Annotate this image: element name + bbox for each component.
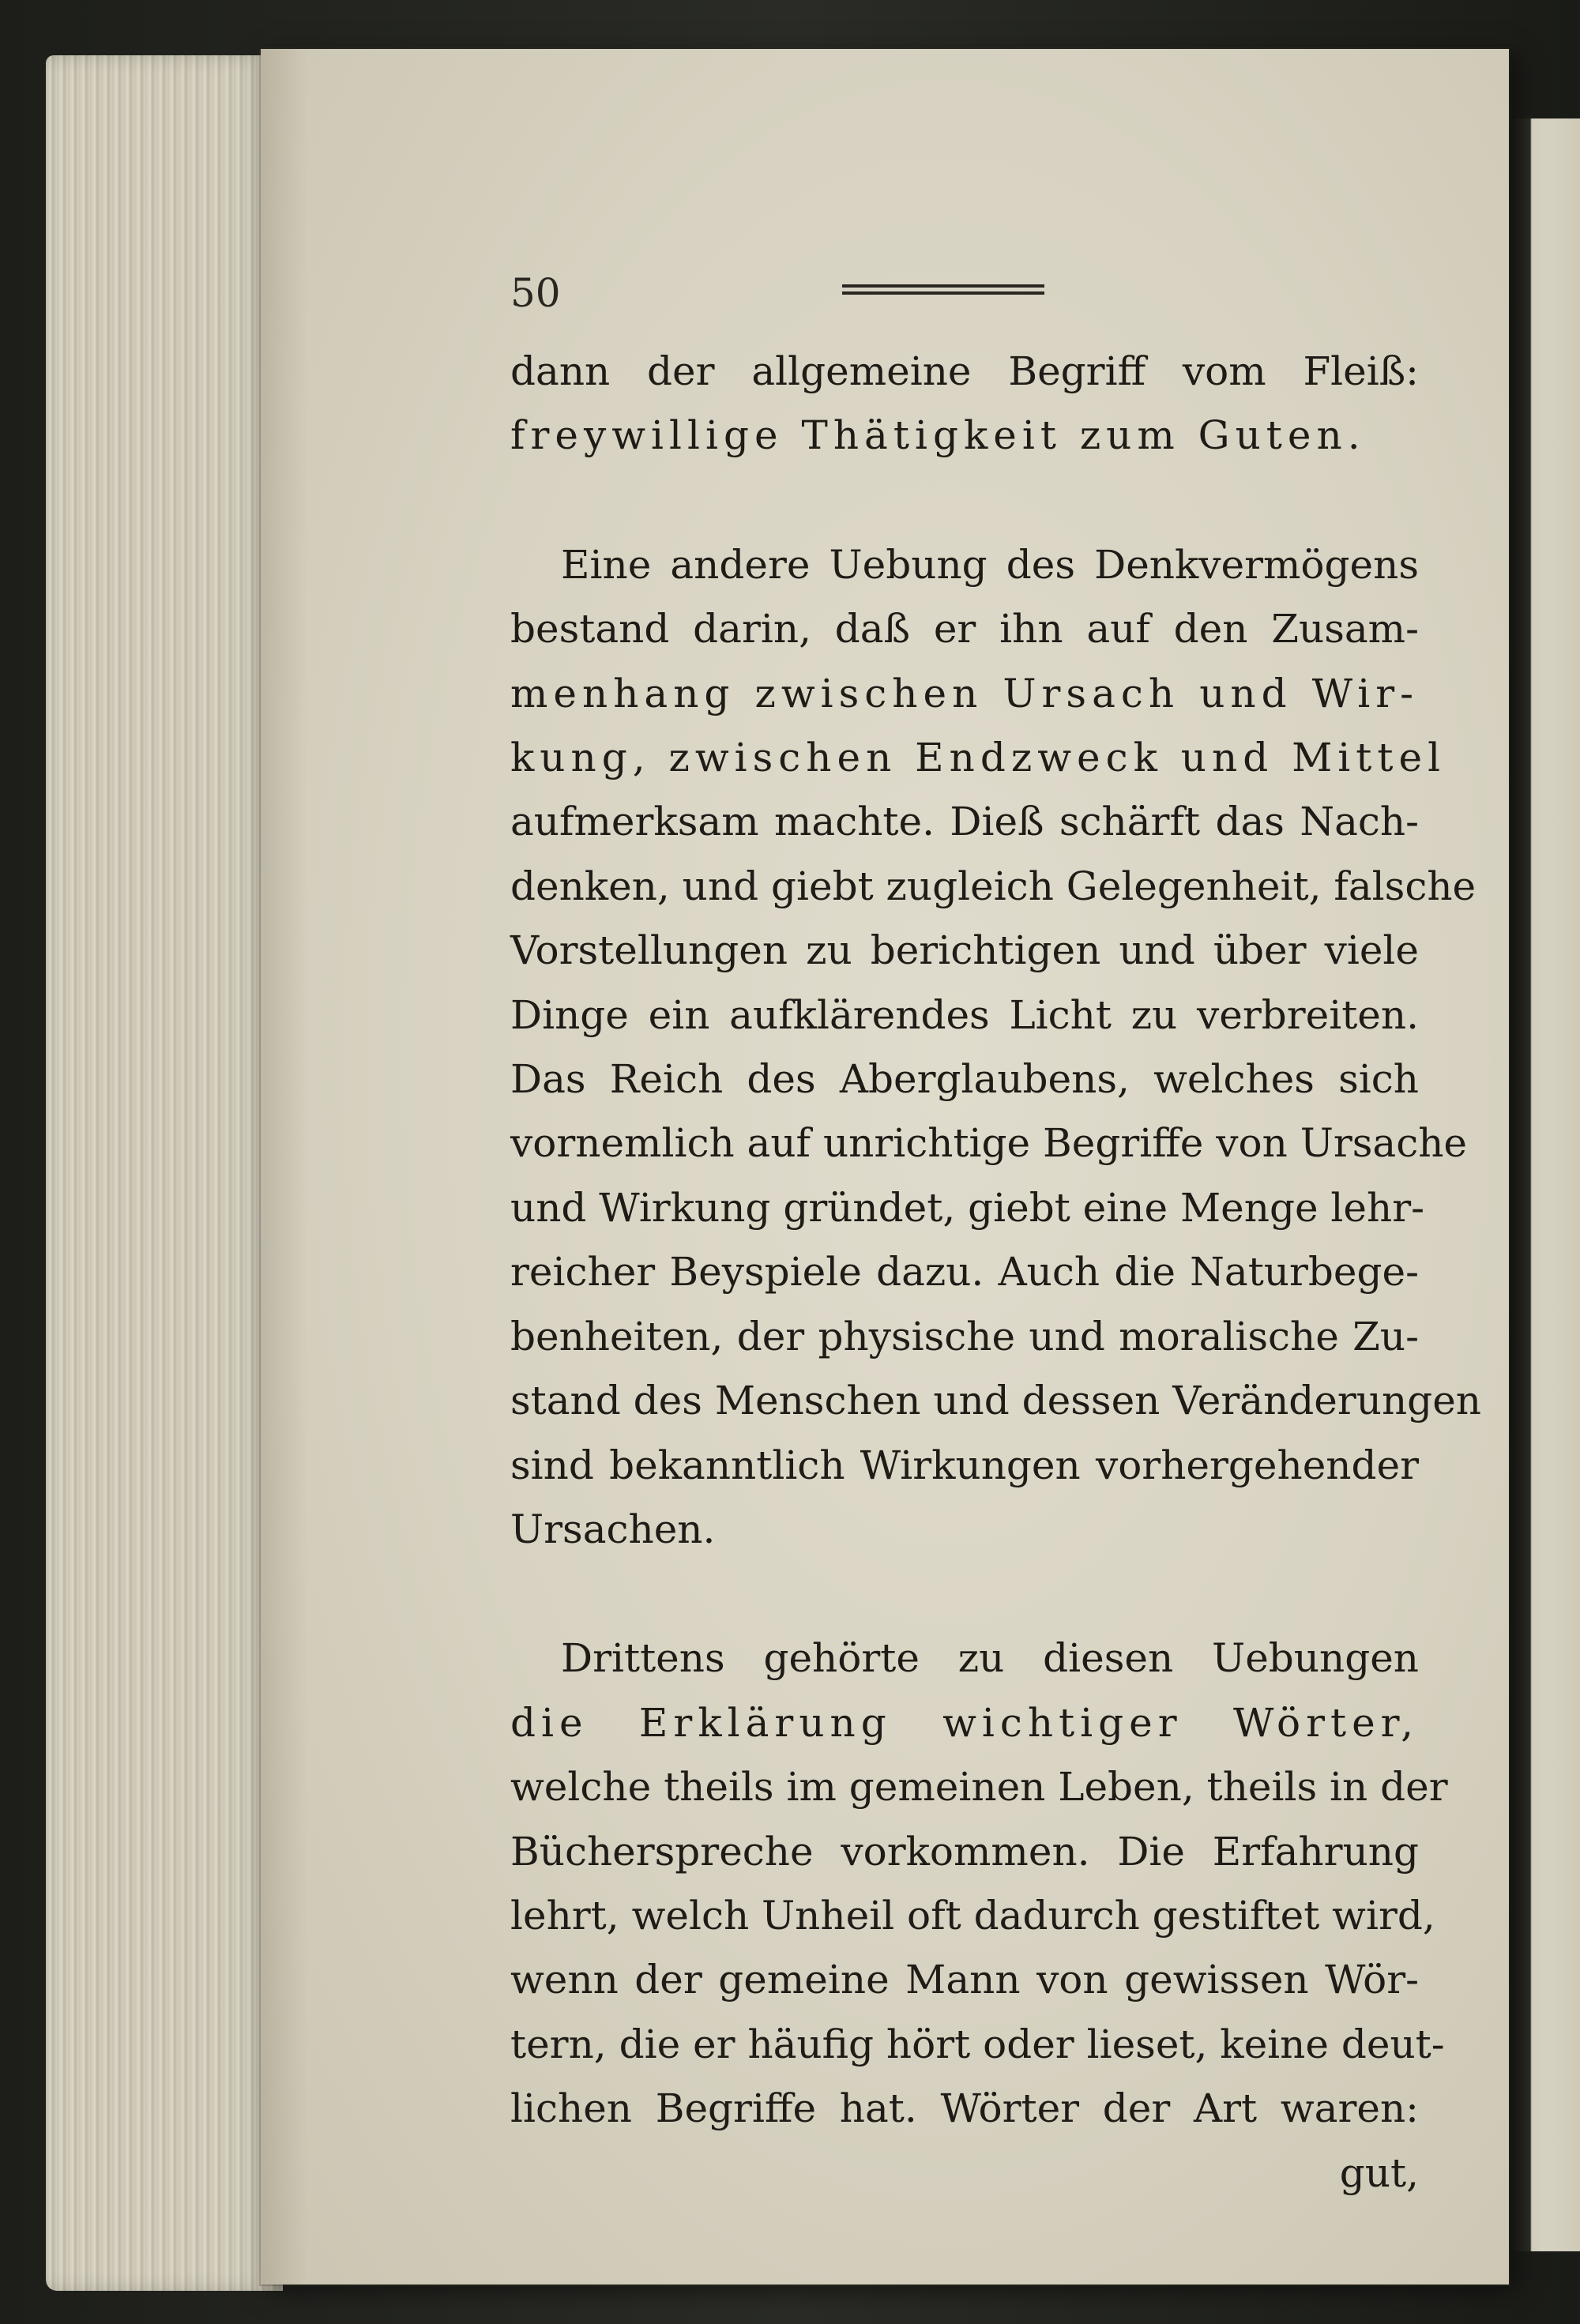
text-line: Eine andere Uebung des Denkvermögens <box>561 541 1419 588</box>
text-line: menhang zwischen Ursach und Wir- <box>510 670 1419 716</box>
text-line: Vorstellungen zu berichtigen und über viele <box>510 927 1419 974</box>
text-line: Drittens gehörte zu diesen Uebungen <box>561 1635 1419 1682</box>
text-line: aufmerksam machte. Dieß schärft das Nach- <box>510 799 1419 845</box>
page-number: 50 <box>510 270 561 316</box>
text-line: wenn der gemeine Mann von gewissen Wör- <box>510 1957 1419 2003</box>
text-line: lichen Begriffe hat. Wörter der Art waren: <box>510 2085 1419 2132</box>
text-line: welche theils im gemeinen Leben, theils in der <box>510 1764 1448 1811</box>
facing-page-edge <box>1509 118 1580 2251</box>
text-line: vornemlich auf unrichtige Begriffe von Ursache <box>510 1120 1468 1167</box>
text-line: bestand darin, daß er ihn auf den Zusam- <box>510 606 1419 652</box>
paragraph-gap <box>510 468 1419 533</box>
page-stack-edge <box>46 55 283 2291</box>
text-line: reicher Beyspiele dazu. Auch die Naturbege- <box>510 1249 1419 1295</box>
text-line: Das Reich des Aberglaubens, welches sich <box>510 1056 1419 1103</box>
body-text <box>510 340 1481 2206</box>
text-line: stand des Menschen und dessen Veränderungen <box>510 1378 1481 1424</box>
text-line: kung, zwischen Endzweck und Mittel <box>510 735 1446 781</box>
text-line: denken, und giebt zugleich Gelegenheit, falsche <box>510 863 1477 909</box>
text-line: Ursachen. <box>510 1506 716 1552</box>
text-line: benheiten, der physische und moralische Zu- <box>510 1313 1419 1359</box>
text-line: die Erklärung wichtiger Wörter, <box>510 1699 1419 1746</box>
catchword: gut, <box>1339 2149 1419 2196</box>
text-line: und Wirkung gründet, giebt eine Menge lehr- <box>510 1184 1425 1231</box>
paragraph-gap <box>510 1562 1419 1626</box>
text-line: sind bekanntlich Wirkungen vorhergehender <box>510 1442 1419 1488</box>
text-line: Dinge ein aufklärendes Licht zu verbreiten. <box>510 991 1419 1038</box>
header-double-rule <box>842 284 1044 302</box>
rule-line-top <box>842 284 1044 288</box>
text-line: Bücherspreche vorkommen. Die Erfahrung <box>510 1828 1419 1875</box>
rule-line-bottom <box>842 291 1044 295</box>
text-line: freywillige Thätigkeit zum Guten. <box>510 412 1366 459</box>
text-line: tern, die er häufig hört oder lieset, keine deut- <box>510 2021 1445 2067</box>
text-line: lehrt, welch Unheil oft dadurch gestiftet wird, <box>510 1892 1435 1939</box>
text-line: dann der allgemeine Begriff vom Fleiß: <box>510 348 1419 394</box>
